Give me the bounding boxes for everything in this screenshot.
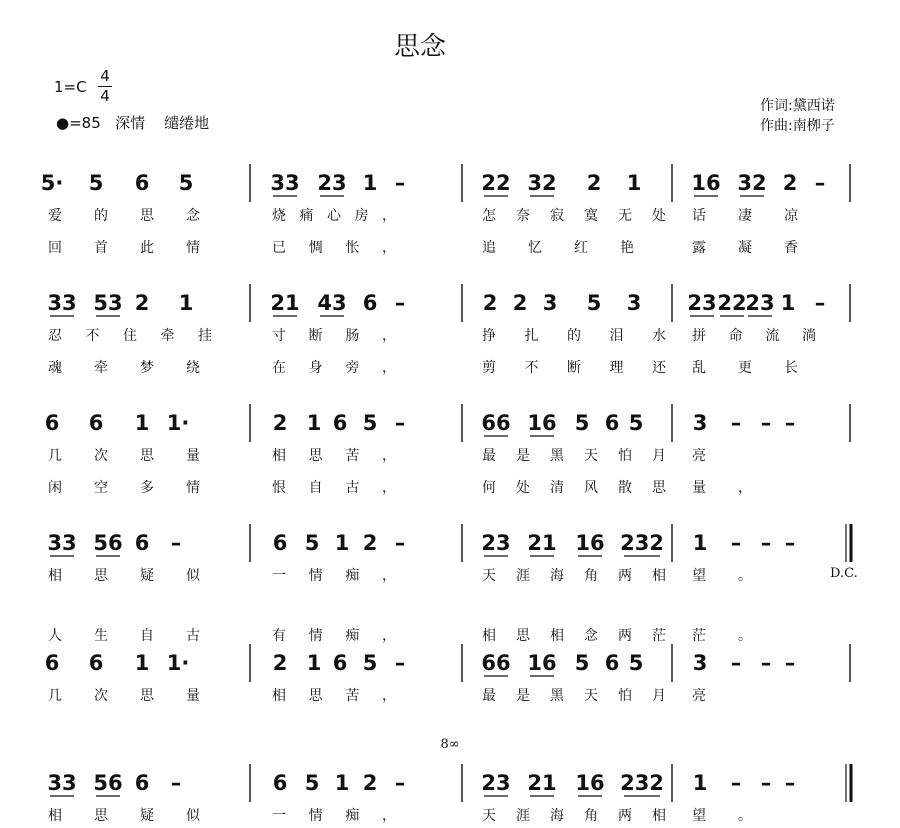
note: 32 [737, 171, 767, 195]
lyric-char: 相 [48, 808, 62, 824]
lyric-char: 凝 [738, 240, 752, 256]
lyric-char: 此 [140, 240, 154, 256]
note: – [760, 771, 772, 795]
composer: 作曲:南栁子 [760, 118, 835, 134]
note: 6 [88, 411, 104, 435]
note: 16 [691, 171, 721, 195]
lyric-char: 苦 [345, 688, 360, 704]
lyric-char: ， [382, 240, 396, 256]
lyric-char: 梦 [140, 360, 154, 376]
lyric-char: 涯 [516, 808, 530, 824]
lyric-char: 风 [584, 480, 598, 496]
note: – [394, 411, 406, 435]
lyric-char: 疑 [140, 568, 154, 584]
lyric-char: 次 [94, 448, 108, 464]
note: 1 [780, 291, 796, 315]
lyric-char: 乱 [692, 360, 706, 376]
note: 6 [134, 771, 150, 795]
note: 1 [134, 651, 150, 675]
lyric-char: 思 [94, 808, 108, 824]
note: 33 [47, 531, 77, 555]
note: 5 [586, 291, 602, 315]
lyric-char: 情 [308, 808, 323, 824]
lyric-char: 水 [652, 328, 666, 344]
lyric-char: ， [382, 448, 396, 464]
note: 22 [481, 171, 511, 195]
lyric-char: 量 [186, 448, 200, 464]
note: – [730, 531, 742, 555]
note: 53 [93, 291, 123, 315]
lyric-char: 次 [94, 688, 108, 704]
note: 2 [362, 531, 378, 555]
note: 1 [626, 171, 642, 195]
note: – [730, 651, 742, 675]
note: 1 [692, 531, 708, 555]
note: 16 [527, 651, 557, 675]
lyric-char: 两 [618, 628, 632, 644]
lyric-char: 流 [765, 328, 780, 344]
note: 6 [134, 531, 150, 555]
note: – [784, 531, 796, 555]
lyric-char: 断 [308, 328, 323, 344]
lyric-char: 几 [48, 448, 62, 464]
note: 2 [134, 291, 150, 315]
note: 5 [304, 771, 320, 795]
note: 21 [270, 291, 300, 315]
note: 22 [717, 291, 747, 315]
lyric-char: 古 [186, 628, 200, 644]
lyric-char: 怎 [482, 208, 496, 224]
note: 16 [575, 531, 605, 555]
lyric-char: 望 [692, 808, 706, 824]
lyric-char: 处 [516, 480, 530, 496]
note: – [394, 531, 406, 555]
note: 1· [166, 411, 190, 435]
lyric-char: 量 [692, 480, 706, 496]
note: 32 [527, 171, 557, 195]
lyric-char: 。 [738, 568, 752, 584]
lyric-char: 寂 [550, 208, 564, 224]
note: 16 [527, 411, 557, 435]
lyric-char: 自 [308, 480, 323, 496]
lyric-char: 情 [186, 240, 200, 256]
note: 6 [44, 411, 60, 435]
lyric-char: 是 [516, 688, 530, 704]
lyric-char: 空 [94, 480, 108, 496]
note: 5 [628, 411, 644, 435]
note: – [394, 291, 406, 315]
note: 5 [628, 651, 644, 675]
lyric-char: 似 [186, 808, 200, 824]
lyric-char: 牵 [160, 328, 175, 344]
lyric-char: 拼 [692, 328, 706, 344]
lyric-char: 话 [692, 208, 706, 224]
lyric-char: 思 [308, 448, 323, 464]
dc-mark: D.C. [830, 566, 858, 581]
song-title: 思念 [393, 32, 446, 62]
lyric-char: 奈 [516, 208, 530, 224]
note: – [814, 291, 826, 315]
note: 1 [334, 771, 350, 795]
lyric-char: 烧 [272, 208, 286, 224]
lyric-char: 疑 [140, 808, 154, 824]
note: 5 [362, 411, 378, 435]
lyric-char: 量 [186, 688, 200, 704]
lyric-char: 身 [308, 360, 323, 376]
note: 66 [481, 651, 511, 675]
lyric-char: 痴 [345, 628, 360, 644]
note: 56 [93, 771, 123, 795]
note: 6 [44, 651, 60, 675]
lyric-char: ， [382, 628, 396, 644]
lyric-char: 长 [784, 360, 798, 376]
lyric-char: 扎 [524, 328, 539, 344]
note: 5 [574, 651, 590, 675]
lyric-char: 怕 [618, 448, 632, 464]
lyric-char: 念 [186, 208, 200, 224]
lyric-char: 何 [482, 480, 496, 496]
lyric-char: 思 [308, 688, 323, 704]
lyric-char: 苦 [345, 448, 360, 464]
lyric-char: 似 [186, 568, 200, 584]
note: – [760, 531, 772, 555]
lyric-char: ， [382, 360, 396, 376]
lyric-char: 香 [784, 240, 798, 256]
note: 33 [270, 171, 300, 195]
lyric-char: 的 [567, 328, 581, 344]
lyric-char: 住 [123, 328, 137, 344]
lyric-char: 望 [692, 568, 706, 584]
lyric-char: 相 [272, 688, 286, 704]
note: – [760, 411, 772, 435]
lyric-char: 情 [186, 480, 200, 496]
lyric-char: 有 [272, 628, 286, 644]
lyric-char: 自 [140, 628, 154, 644]
note: 6 [604, 411, 620, 435]
note: 1 [692, 771, 708, 795]
note: 2 [272, 411, 288, 435]
lyric-char: 凉 [784, 208, 798, 224]
lyric-char: 爱 [48, 208, 62, 224]
note: 1 [362, 171, 378, 195]
lyric-char: 相 [550, 628, 564, 644]
note: 1 [134, 411, 150, 435]
lyric-char: 寞 [584, 208, 598, 224]
lyric-char: 天 [482, 568, 496, 584]
note: 5 [362, 651, 378, 675]
lyric-char: 一 [272, 568, 286, 584]
lyric-char: 天 [584, 688, 598, 704]
lyric-char: 古 [345, 480, 360, 496]
lyric-char: 。 [738, 808, 752, 824]
note: 21 [527, 531, 557, 555]
lyric-char: 红 [574, 240, 588, 256]
lyric-char: 一 [272, 808, 286, 824]
note: 3 [692, 651, 708, 675]
lyric-char: 天 [584, 448, 598, 464]
note: – [170, 771, 182, 795]
lyric-char: 念 [584, 628, 598, 644]
note: 23 [745, 291, 775, 315]
lyric-char: 相 [482, 628, 496, 644]
lyric-char: 相 [652, 808, 666, 824]
note: 33 [47, 771, 77, 795]
note: 1 [306, 411, 322, 435]
lyric-char: 不 [524, 360, 539, 376]
note: 2 [586, 171, 602, 195]
lyric-char: 理 [609, 360, 624, 376]
note: 23 [317, 171, 347, 195]
lyric-char: ， [382, 208, 396, 224]
lyric-char: 怕 [618, 688, 632, 704]
note: 6 [332, 651, 348, 675]
lyric-char: 思 [140, 688, 154, 704]
lyric-char: 淌 [802, 328, 816, 344]
lyric-char: 更 [738, 360, 752, 376]
lyric-char: 思 [140, 208, 154, 224]
lyric-char: 心 [327, 208, 341, 224]
lyric-char: 角 [584, 808, 598, 824]
lyric-char: 茫 [692, 628, 706, 644]
note: 1· [166, 651, 190, 675]
lyric-char: 清 [550, 480, 564, 496]
note: 3 [542, 291, 558, 315]
lyric-char: 最 [482, 688, 496, 704]
tempo-value: =85 [69, 114, 101, 132]
lyric-char: 无 [618, 208, 632, 224]
note: 33 [47, 291, 77, 315]
lyric-char: 痴 [345, 808, 360, 824]
lyric-char: 剪 [482, 360, 496, 376]
lyric-char: ， [382, 688, 396, 704]
lyric-char: 相 [652, 568, 666, 584]
note: 6 [272, 531, 288, 555]
lyric-char: ， [382, 480, 396, 496]
lyric-char: 角 [584, 568, 598, 584]
lyric-char: 亮 [692, 448, 706, 464]
lyric-char: 恨 [272, 480, 286, 496]
lyric-char: 忆 [528, 240, 542, 256]
lyric-char: 情 [308, 628, 323, 644]
lyric-char: 忍 [48, 328, 62, 344]
lyric-char: 两 [618, 808, 632, 824]
lyric-char: 回 [48, 240, 62, 256]
note: – [170, 531, 182, 555]
lyric-char: 思 [516, 628, 530, 644]
note: 56 [93, 531, 123, 555]
note: 66 [481, 411, 511, 435]
note: – [784, 651, 796, 675]
lyric-char: 茫 [652, 628, 666, 644]
lyric-char: 泪 [609, 328, 624, 344]
note: 3 [692, 411, 708, 435]
note: 5· [40, 171, 64, 195]
key-signature: 1=C [54, 78, 87, 96]
lyric-char: 。 [738, 628, 752, 644]
note: 21 [527, 771, 557, 795]
lyric-char: 海 [550, 808, 564, 824]
lyric-char: 最 [482, 448, 496, 464]
lyric-char: 人 [48, 628, 62, 644]
note: 23 [481, 531, 511, 555]
lyric-char: 露 [692, 240, 706, 256]
note: – [394, 171, 406, 195]
lyric-char: 情 [308, 568, 323, 584]
lyric-char: 还 [652, 360, 666, 376]
note: 2 [782, 171, 798, 195]
lyric-char: 涯 [516, 568, 530, 584]
note: 2 [362, 771, 378, 795]
lyric-char: 散 [618, 480, 632, 496]
note: 2 [482, 291, 498, 315]
lyric-char: 海 [550, 568, 564, 584]
lyric-char: 处 [652, 208, 666, 224]
lyric-char: 惆 [308, 240, 323, 256]
note: 3 [626, 291, 642, 315]
lyric-char: 的 [94, 208, 108, 224]
page-mark: 8∞ [440, 737, 460, 752]
lyric-char: 房 [354, 208, 369, 224]
note: – [814, 171, 826, 195]
note: 1 [334, 531, 350, 555]
lyric-char: 月 [652, 448, 666, 464]
note: – [784, 771, 796, 795]
time-signature-bottom: 4 [100, 87, 110, 105]
note: – [760, 651, 772, 675]
note: 1 [306, 651, 322, 675]
lyric-char: 思 [652, 480, 666, 496]
note: – [784, 411, 796, 435]
note: 5 [88, 171, 104, 195]
note: 23 [687, 291, 717, 315]
lyric-char: 牵 [94, 360, 108, 376]
lyric-char: 旁 [345, 360, 360, 376]
note: 6 [332, 411, 348, 435]
lyric-char: 已 [272, 240, 286, 256]
note: 5 [574, 411, 590, 435]
lyric-char: 黑 [550, 688, 564, 704]
lyric-char: 追 [482, 240, 496, 256]
lyric-char: 在 [272, 360, 286, 376]
lyric-char: 是 [516, 448, 530, 464]
note: 232 [620, 531, 664, 555]
note: – [394, 771, 406, 795]
lyric-char: 相 [48, 568, 62, 584]
note: 6 [604, 651, 620, 675]
expression-text: 深情 缱绻地 [115, 114, 210, 132]
note: 6 [362, 291, 378, 315]
lyric-char: 怅 [345, 240, 360, 256]
lyric-char: 艳 [620, 240, 634, 256]
lyric-char: 相 [272, 448, 286, 464]
note: 23 [481, 771, 511, 795]
lyric-char: 月 [652, 688, 666, 704]
lyric-char: 天 [482, 808, 496, 824]
lyric-char: 不 [85, 328, 100, 344]
lyric-char: 挂 [198, 328, 212, 344]
lyric-char: ， [738, 480, 752, 496]
note: 2 [272, 651, 288, 675]
lyric-char: 首 [94, 240, 108, 256]
note: – [730, 411, 742, 435]
lyric-char: 亮 [692, 688, 706, 704]
lyric-char: 思 [140, 448, 154, 464]
note: 43 [317, 291, 347, 315]
lyric-char: 两 [618, 568, 632, 584]
lyric-char: ， [382, 328, 396, 344]
note: 2 [512, 291, 528, 315]
lyric-char: 闲 [48, 480, 62, 496]
lyric-char: 挣 [482, 328, 496, 344]
note: 5 [178, 171, 194, 195]
lyric-char: 思 [94, 568, 108, 584]
lyric-char: 几 [48, 688, 62, 704]
lyric-char: 黑 [550, 448, 564, 464]
note: 6 [272, 771, 288, 795]
lyric-char: 绕 [186, 360, 200, 376]
lyric-char: 寸 [272, 328, 286, 344]
lyric-char: ， [382, 568, 396, 584]
lyric-char: 断 [567, 360, 581, 376]
lyric-char: 痴 [345, 568, 360, 584]
note: 5 [304, 531, 320, 555]
lyric-char: 凄 [738, 208, 752, 224]
note: 1 [178, 291, 194, 315]
lyric-char: ， [382, 808, 396, 824]
lyric-char: 痛 [299, 208, 314, 224]
lyric-char: 生 [94, 628, 108, 644]
note: 6 [134, 171, 150, 195]
lyric-char: 魂 [48, 360, 62, 376]
note: – [394, 651, 406, 675]
lyric-char: 命 [728, 328, 743, 344]
lyricist: 作词:黛西诺 [760, 98, 835, 114]
note: 232 [620, 771, 664, 795]
quarter-note-icon: ● [56, 114, 70, 132]
lyric-char: 多 [140, 480, 154, 496]
note: 16 [575, 771, 605, 795]
note: – [730, 771, 742, 795]
note: 6 [88, 651, 104, 675]
time-signature-top: 4 [100, 67, 110, 85]
lyric-char: 肠 [345, 328, 360, 344]
